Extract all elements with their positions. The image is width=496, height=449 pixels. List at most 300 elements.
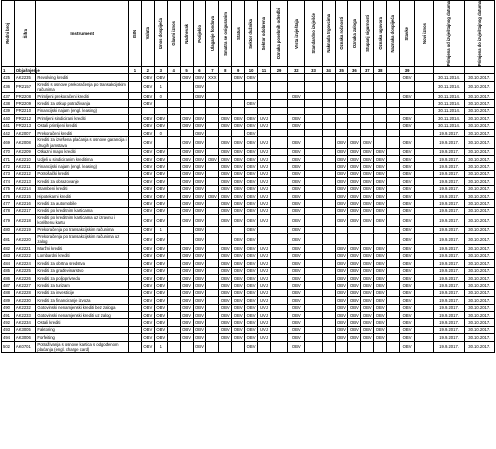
table-cell [270, 137, 287, 148]
table-cell [387, 193, 400, 200]
table-cell: OBV [335, 193, 348, 200]
table-cell [167, 289, 180, 296]
table-cell [387, 115, 400, 122]
table-cell: 1 [154, 226, 167, 233]
table-cell: OBV [180, 326, 193, 333]
table-cell: OBV [154, 200, 167, 207]
table-cell: OBV [288, 122, 305, 129]
row-number-cell: 473 [2, 170, 15, 177]
table-cell [387, 341, 400, 352]
table-cell: OBV [374, 260, 387, 267]
table-cell: OBV [232, 207, 245, 214]
table-cell: OBV [141, 200, 154, 207]
table-cell: OBV [141, 137, 154, 148]
table-cell [387, 245, 400, 252]
table-cell: OBV [154, 289, 167, 296]
instrument-cell: Krediti za otkup potraživanja [36, 100, 129, 107]
table-cell [387, 74, 400, 81]
instrument-cell: Potraživanja s osnove kartica s odgođenom plaćanja (engl. charge card) [36, 341, 129, 352]
table-cell [270, 178, 287, 185]
table-cell: OBV [232, 170, 245, 177]
table-cell: OBV [335, 215, 348, 226]
table-cell [128, 304, 141, 311]
table-row [2, 282, 495, 289]
table-cell [128, 334, 141, 341]
instrument-cell: Krediti za financiranje izvoza [36, 297, 129, 304]
table-cell [305, 319, 322, 326]
table-cell: OBV [361, 215, 374, 226]
table-cell: OBV [180, 267, 193, 274]
table-cell: OBV [361, 148, 374, 155]
table-row [2, 245, 495, 252]
table-cell: OBV [141, 267, 154, 274]
column-number-cell: 8 [219, 67, 232, 74]
table-cell: OBV [219, 178, 232, 185]
instrument-cell: Krediti za investicije [36, 289, 129, 296]
table-cell: OBV [288, 326, 305, 333]
table-row [2, 260, 495, 267]
table-cell [415, 326, 434, 333]
table-cell [348, 226, 361, 233]
table-cell: 19.9.2017. [434, 274, 464, 281]
code-cell: PR2208 [14, 92, 36, 99]
table-cell: 30.10.2017. [464, 74, 494, 81]
table-cell: 30.10.2017. [464, 334, 494, 341]
table-cell [206, 122, 219, 129]
table-cell [206, 107, 219, 114]
table-cell [258, 341, 271, 352]
table-cell: OBV [245, 200, 258, 207]
column-header [219, 1, 232, 67]
column-header-label: Glavni iznos [171, 21, 177, 46]
table-cell [322, 267, 335, 274]
table-cell: UVJ [258, 282, 271, 289]
instrument-cell: Krediti za poljoprivredu [36, 274, 129, 281]
table-cell [206, 289, 219, 296]
table-cell: OBV [348, 274, 361, 281]
table-cell: OBV [193, 319, 206, 326]
table-cell [305, 297, 322, 304]
table-cell [305, 148, 322, 155]
row-number-cell: 483 [2, 252, 15, 259]
table-cell: OBV [400, 267, 415, 274]
table-cell: OBV [141, 148, 154, 155]
table-cell [305, 282, 322, 289]
table-cell: OBV [141, 100, 154, 107]
table-cell [322, 215, 335, 226]
column-header-label: Standardno izvješće [310, 13, 316, 54]
table-cell: OBV [232, 245, 245, 252]
table-cell: OBV [219, 163, 232, 170]
column-header-label: Ulaganje fondova [209, 16, 215, 52]
table-cell: OBV [335, 267, 348, 274]
table-cell [270, 107, 287, 114]
table-cell: OBV [193, 207, 206, 214]
row-number-cell: 494 [2, 334, 15, 341]
table-cell [128, 185, 141, 192]
table-cell [167, 267, 180, 274]
table-cell: OBV [400, 215, 415, 226]
table-cell: OBV [348, 207, 361, 214]
table-row [2, 129, 495, 136]
table-cell: OBV [400, 122, 415, 129]
table-cell [206, 115, 219, 122]
table-cell [305, 129, 322, 136]
column-header [232, 1, 245, 67]
table-cell: OBV [219, 334, 232, 341]
column-number-cell [464, 67, 494, 74]
table-cell [361, 107, 374, 114]
table-cell: OBV [400, 289, 415, 296]
table-cell: OBV [288, 252, 305, 259]
table-cell: OBV [335, 245, 348, 252]
row-number-cell: 425 [2, 74, 15, 81]
table-cell [167, 129, 180, 136]
table-cell [270, 319, 287, 326]
table-cell [270, 311, 287, 318]
column-header [36, 1, 129, 67]
table-cell [387, 137, 400, 148]
table-row [2, 289, 495, 296]
table-cell: OBV [245, 193, 258, 200]
table-cell: 19.9.2017. [434, 193, 464, 200]
table-cell: OBV [374, 178, 387, 185]
table-cell [415, 92, 434, 99]
table-cell: OBV [154, 319, 167, 326]
row-number-cell: 480 [2, 226, 15, 233]
table-row [2, 137, 495, 148]
table-cell [258, 100, 271, 107]
table-cell: UVJ [258, 245, 271, 252]
table-cell: 19.9.2017. [434, 289, 464, 296]
code-cell: AK2224 [14, 260, 36, 267]
table-cell: OBV [180, 115, 193, 122]
code-cell: AK2230 [14, 297, 36, 304]
table-cell [128, 178, 141, 185]
table-cell: OBV [180, 156, 193, 163]
table-cell: OBV [335, 297, 348, 304]
table-cell: OBV [154, 215, 167, 226]
code-cell: AK2228 [14, 289, 36, 296]
table-cell: OBV [245, 156, 258, 163]
table-cell [258, 226, 271, 233]
table-cell: OBV [141, 282, 154, 289]
table-cell [128, 107, 141, 114]
code-cell: AK2007 [14, 129, 36, 136]
table-cell: OBV [348, 311, 361, 318]
column-number-cell: 38 [374, 67, 387, 74]
table-cell: OBV [348, 193, 361, 200]
table-cell: OBV [288, 185, 305, 192]
table-cell: OBV [193, 226, 206, 233]
table-cell: OBV [348, 326, 361, 333]
table-cell [305, 81, 322, 92]
table-cell: OBV [361, 185, 374, 192]
table-cell [270, 170, 287, 177]
table-cell [128, 226, 141, 233]
table-cell: OBV [245, 260, 258, 267]
table-cell: 19.9.2017. [434, 260, 464, 267]
table-cell: OBV [206, 193, 219, 200]
column-header-label: Sektor dužnika [248, 18, 254, 49]
column-header-label: Vrsta izvještaja [293, 18, 299, 49]
table-cell [415, 282, 434, 289]
column-header-label: Stupanj sigurnosti [364, 15, 370, 52]
table-cell: OBV [400, 148, 415, 155]
table-cell [206, 200, 219, 207]
table-cell [415, 129, 434, 136]
table-cell: 19.9.2017. [434, 215, 464, 226]
table-cell [270, 100, 287, 107]
table-cell: OBV [348, 289, 361, 296]
table-row [2, 304, 495, 311]
table-cell [167, 319, 180, 326]
table-cell [206, 274, 219, 281]
table-cell: UVJ [258, 267, 271, 274]
column-header [335, 1, 348, 67]
table-cell: 0 [154, 129, 167, 136]
table-cell [400, 81, 415, 92]
column-header-label: Sektor odobrena [261, 16, 267, 51]
table-cell: OBV [335, 319, 348, 326]
table-cell [415, 260, 434, 267]
table-cell: OBV [154, 170, 167, 177]
table-cell: OBV [193, 326, 206, 333]
table-cell: OBV [361, 282, 374, 289]
table-cell [180, 129, 193, 136]
table-cell: OBV [374, 326, 387, 333]
table-cell: OBV [348, 297, 361, 304]
table-cell: OBV [219, 122, 232, 129]
table-cell [305, 234, 322, 245]
code-cell: PR2212 [14, 115, 36, 122]
table-cell [270, 200, 287, 207]
instrument-cell: Udjeli u sindiciranim kreditima [36, 156, 129, 163]
table-cell: OBV [361, 156, 374, 163]
column-number-row [2, 67, 495, 74]
column-number-cell: 33 [305, 67, 322, 74]
table-cell [305, 245, 322, 252]
table-cell: OBV [374, 156, 387, 163]
table-cell [415, 297, 434, 304]
table-cell: OBV [400, 234, 415, 245]
table-cell: OBV [348, 148, 361, 155]
table-cell [180, 107, 193, 114]
table-cell [322, 341, 335, 352]
table-cell [305, 274, 322, 281]
table-cell [232, 226, 245, 233]
table-cell: OBV [219, 185, 232, 192]
table-cell: OBV [141, 170, 154, 177]
table-cell [348, 122, 361, 129]
table-cell [270, 282, 287, 289]
table-cell [348, 234, 361, 245]
table-cell [180, 100, 193, 107]
table-cell: OBV [219, 245, 232, 252]
table-cell: OBV [193, 170, 206, 177]
table-cell: OBV [141, 156, 154, 163]
table-cell [270, 156, 287, 163]
table-cell: OBV [154, 260, 167, 267]
table-cell [322, 311, 335, 318]
table-cell [258, 81, 271, 92]
instrument-cell: Faktoring [36, 326, 129, 333]
table-cell: 19.9.2017. [434, 137, 464, 148]
table-cell [167, 274, 180, 281]
table-cell [128, 234, 141, 245]
table-cell [335, 92, 348, 99]
table-cell: OBV [361, 163, 374, 170]
table-cell [270, 334, 287, 341]
table-cell: OBV [374, 163, 387, 170]
table-cell [335, 122, 348, 129]
table-cell [128, 267, 141, 274]
code-cell: AK2216 [14, 200, 36, 207]
table-cell: OBV [348, 185, 361, 192]
table-cell: OBV [180, 74, 193, 81]
column-header-label: Valuta [145, 27, 151, 40]
table-cell: OBV [335, 326, 348, 333]
column-header [258, 1, 271, 67]
table-cell [415, 122, 434, 129]
column-number-cell: 35 [335, 67, 348, 74]
table-cell [232, 129, 245, 136]
table-cell: OBV [400, 274, 415, 281]
column-number-cell: Objašnjenje [15, 67, 40, 73]
table-cell [270, 193, 287, 200]
row-number-cell: 490 [2, 304, 15, 311]
row-number-cell: 493 [2, 326, 15, 333]
table-cell [128, 289, 141, 296]
table-cell [322, 226, 335, 233]
table-cell [415, 252, 434, 259]
table-row [2, 207, 495, 214]
table-cell: OBV [232, 215, 245, 226]
table-cell: OBV [335, 185, 348, 192]
table-cell: OBV [245, 252, 258, 259]
table-cell [270, 115, 287, 122]
table-cell [167, 341, 180, 352]
table-cell [348, 92, 361, 99]
table-cell: OBV [288, 170, 305, 177]
table-cell: OBV [193, 148, 206, 155]
table-cell: 30.10.2017. [464, 193, 494, 200]
column-header-label: Oznaka ročnosti [338, 17, 344, 50]
table-cell: 30.10.2017. [464, 319, 494, 326]
table-cell: OBV [193, 156, 206, 163]
table-cell [322, 178, 335, 185]
table-cell: 19.9.2017. [434, 178, 464, 185]
table-cell [415, 193, 434, 200]
instrument-cell: Krediti s osnove prekoračenja po transakcijskim računima [36, 81, 129, 92]
table-cell [415, 185, 434, 192]
table-cell [387, 334, 400, 341]
instrument-table [1, 0, 495, 353]
table-cell: 30.10.2017. [464, 163, 494, 170]
table-cell [322, 289, 335, 296]
table-cell [219, 92, 232, 99]
table-cell [258, 107, 271, 114]
table-cell: OBV [361, 170, 374, 177]
table-cell [167, 115, 180, 122]
table-cell: OBV [245, 319, 258, 326]
table-cell [387, 107, 400, 114]
table-cell [415, 319, 434, 326]
column-number-cell: 39 [400, 67, 415, 74]
table-cell: OBV [400, 341, 415, 352]
table-cell [206, 297, 219, 304]
table-cell [270, 274, 287, 281]
table-cell [361, 341, 374, 352]
table-cell: OBV [288, 178, 305, 185]
table-cell: OBV [180, 207, 193, 214]
table-cell [361, 92, 374, 99]
table-cell [167, 122, 180, 129]
table-cell: 30.10.2017. [464, 297, 494, 304]
column-header-label: Primjena do izvještajnog datuma [476, 1, 482, 67]
table-cell: OBV [374, 215, 387, 226]
table-cell: OBV [141, 122, 154, 129]
table-cell [258, 129, 271, 136]
table-cell [305, 289, 322, 296]
table-cell [167, 100, 180, 107]
table-cell: OBV [400, 282, 415, 289]
row-number-cell: 438 [2, 100, 15, 107]
row-number-cell: 484 [2, 260, 15, 267]
table-cell: OBV [245, 341, 258, 352]
table-cell [288, 129, 305, 136]
table-row [2, 226, 495, 233]
table-cell: OBV [374, 170, 387, 177]
table-cell [193, 100, 206, 107]
column-header [154, 1, 167, 67]
table-cell: OBV [361, 137, 374, 148]
table-cell: 30.10.2017. [464, 185, 494, 192]
code-cell: PR2210 [14, 107, 36, 114]
column-number-cell: 6 [193, 67, 206, 74]
table-cell: OBV [245, 148, 258, 155]
row-number-cell: 475 [2, 185, 15, 192]
table-cell: OBV [374, 207, 387, 214]
table-cell: 30.10.2017. [464, 122, 494, 129]
table-row [2, 178, 495, 185]
table-cell: OBV [141, 304, 154, 311]
table-cell: UVJ [258, 297, 271, 304]
table-cell: UVJ [258, 156, 271, 163]
table-cell [245, 81, 258, 92]
table-cell: OBV [219, 319, 232, 326]
table-cell: XXX [206, 74, 219, 81]
table-cell: OBV [374, 185, 387, 192]
table-cell: OBV [180, 193, 193, 200]
code-cell: AK3005 [14, 326, 36, 333]
table-cell: OBV [288, 282, 305, 289]
table-cell [400, 107, 415, 114]
instrument-cell: Krediti za obrazovanje [36, 178, 129, 185]
column-header [288, 1, 305, 67]
table-cell: OBV [219, 260, 232, 267]
table-cell [206, 304, 219, 311]
table-cell [270, 267, 287, 274]
table-cell [348, 129, 361, 136]
table-cell: OBV [361, 274, 374, 281]
code-cell: PR2209 [14, 100, 36, 107]
table-cell [387, 122, 400, 129]
table-cell: OBV [400, 311, 415, 318]
table-cell [258, 92, 271, 99]
table-cell [387, 200, 400, 207]
table-cell: UVJ [258, 178, 271, 185]
